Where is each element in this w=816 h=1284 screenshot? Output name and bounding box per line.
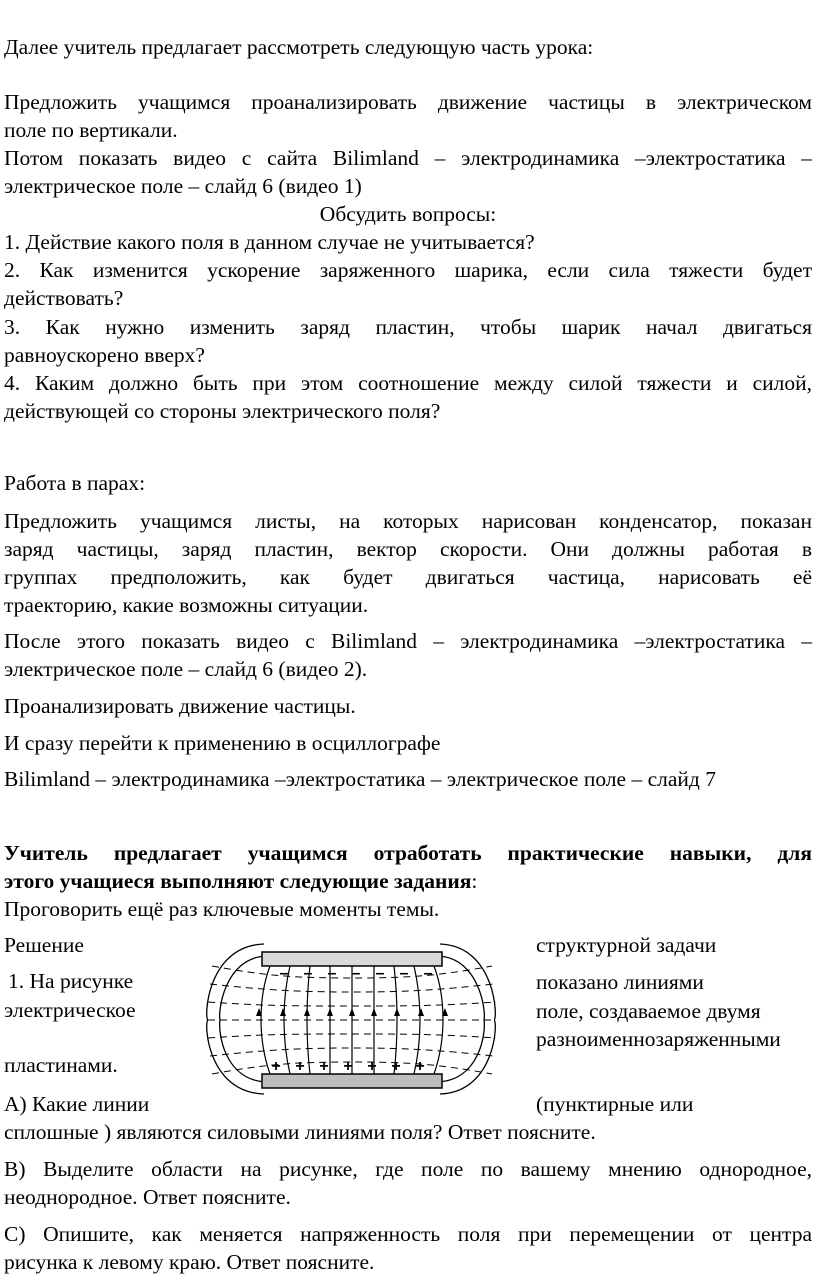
question-c-line-2: рисунка к левому краю. Ответ поясните.: [4, 1250, 375, 1274]
minus-sign-4: –: [351, 965, 361, 982]
after-line-1: После этого показать видео с Bilimland – электродинамика –электростатика –: [4, 629, 812, 653]
minus-sign-6: –: [399, 965, 409, 982]
oscillo-text: И сразу перейти к применению в осциллографе: [4, 731, 441, 755]
minus-sign-7: –: [423, 965, 433, 982]
task-left-1: Решение: [4, 933, 84, 957]
pairs-title: Работа в парах:: [4, 471, 146, 495]
task-left-3: электрическое: [4, 998, 136, 1022]
task-right-1: структурной задачи: [536, 933, 717, 957]
capacitor-field-figure: [206, 928, 496, 1098]
question-a-right: (пунктирные или: [536, 1092, 694, 1116]
minus-sign-5: –: [375, 965, 385, 982]
plus-sign-1: +: [271, 1058, 281, 1075]
question-b-line-2: неоднородное. Ответ поясните.: [4, 1185, 291, 1209]
question-1: 1. Действие какого поля в данном случае не учитывается?: [4, 230, 535, 254]
pairs-line-1: Предложить учащимся листы, на которых нарисован конденсатор, показан: [4, 509, 812, 533]
bold-task-colon: :: [471, 869, 478, 893]
question-3-line-2: равноускорено вверх?: [4, 343, 205, 367]
paragraph-1-line-1: Предложить учащимся проанализировать движение частицы в электрическом: [4, 90, 812, 114]
slide7-text: Bilimland – электродинамика –электростатика – электрическое поле – слайд 7: [4, 767, 716, 791]
plus-sign-7: +: [415, 1058, 425, 1075]
question-b-line-1: В) Выделите области на рисунке, где поле по вашему мнению однородное,: [4, 1157, 812, 1181]
question-a-line-2: сплошные ) являются силовыми линиями поля? Ответ поясните.: [4, 1120, 596, 1144]
pairs-line-3: группах предположить, как будет двигаться частица, нарисовать её: [4, 565, 812, 589]
task-left-2: 1. На рисунке: [8, 969, 134, 993]
task-right-4: разноименнозаряженными: [536, 1027, 781, 1051]
discuss-title: Обсудить вопросы:: [319, 202, 497, 226]
bold-task-line-2-text: этого учащиеся выполняют следующие задания: [4, 869, 472, 893]
paragraph-2-line-2: электрическое поле – слайд 6 (видео 1): [4, 174, 362, 198]
after-line-2: электрическое поле – слайд 6 (видео 2).: [4, 657, 368, 681]
question-2-line-1: 2. Как изменится ускорение заряженного шарика, если сила тяжести будет: [4, 258, 812, 282]
plus-sign-2: +: [295, 1058, 305, 1075]
question-4-line-2: действующей со стороны электрического поля?: [4, 399, 441, 423]
analyze-text: Проанализировать движение частицы.: [4, 694, 356, 718]
bold-task-line-1: Учитель предлагает учащимся отработать практические навыки, для: [4, 841, 812, 865]
plus-sign-4: +: [343, 1058, 353, 1075]
question-2-line-2: действовать?: [4, 286, 124, 310]
minus-sign-3: –: [327, 965, 337, 982]
pairs-line-2: заряд частицы, заряд пластин, вектор скорости. Они должны работая в: [4, 537, 812, 561]
intro-text: Далее учитель предлагает рассмотреть следующую часть урока:: [4, 35, 594, 59]
pairs-line-4: траекторию, какие возможны ситуации.: [4, 593, 369, 617]
negative-plate: [262, 952, 442, 966]
positive-plate: [262, 1074, 442, 1088]
plus-sign-3: +: [319, 1058, 329, 1075]
question-c-line-1: С) Опишите, как меняется напряженность поля при перемещении от центра: [4, 1222, 812, 1246]
plus-sign-5: +: [367, 1058, 377, 1075]
task-right-3: поле, создаваемое двумя: [536, 999, 761, 1023]
task-left-4: пластинами.: [4, 1053, 118, 1077]
paragraph-2-line-1: Потом показать видео с сайта Bilimland – электродинамика –электростатика –: [4, 146, 812, 170]
repeat-text: Проговорить ещё раз ключевые моменты темы.: [4, 897, 440, 921]
task-right-2: показано линиями: [536, 970, 704, 994]
question-a-left: А) Какие линии: [4, 1092, 150, 1116]
paragraph-1-line-2: поле по вертикали.: [4, 118, 178, 142]
bold-task-line-2: [4, 867, 477, 895]
minus-sign-2: –: [303, 965, 313, 982]
minus-sign-1: –: [279, 965, 289, 982]
question-4-line-1: 4. Каким должно быть при этом соотношение между силой тяжести и силой,: [4, 371, 812, 395]
plus-sign-6: +: [391, 1058, 401, 1075]
question-3-line-1: 3. Как нужно изменить заряд пластин, чтобы шарик начал двигаться: [4, 315, 812, 339]
